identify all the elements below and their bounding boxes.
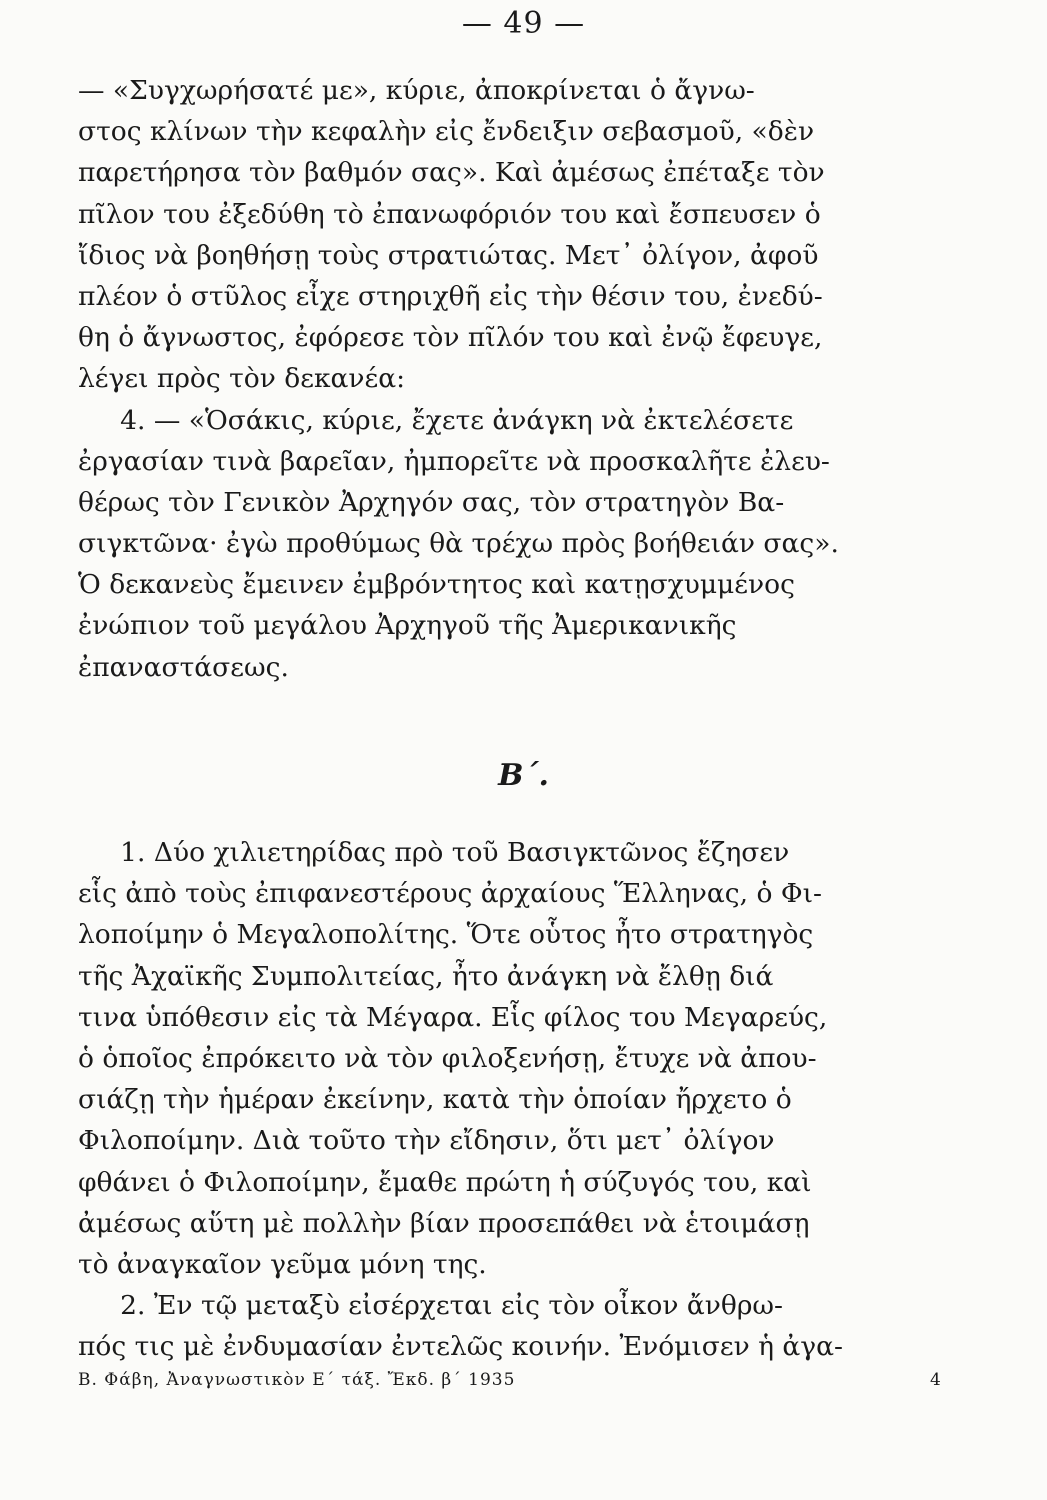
page-number: — 49 —: [461, 6, 586, 41]
text-line: τῆς Ἀχαϊκῆς Συμπολιτείας, ἦτο ἀνάγκη νὰ ἔλθῃ διά: [78, 960, 774, 992]
text-line: ἴδιος νὰ βοηθήσῃ τοὺς στρατιώτας. Μετ᾽ ὀλίγον, ἀφοῦ: [78, 239, 819, 271]
text-line: θη ὁ ἄγνωστος, ἐφόρεσε τὸν πῖλόν του καὶ ἐνῷ ἔφευγε,: [78, 322, 823, 354]
text-line: πός τις μὲ ἐνδυμασίαν ἐντελῶς κοινήν. Ἐνόμισεν ἡ ἀγα-: [78, 1331, 843, 1363]
text-line: σιάζῃ τὴν ἡμέραν ἐκείνην, κατὰ τὴν ὁποίαν ἤρχετο ὁ: [78, 1084, 792, 1116]
text-line: τινα ὑπόθεσιν εἰς τὰ Μέγαρα. Εἷς φίλος του Μεγαρεύς,: [78, 1001, 828, 1033]
text-line: ἀμέσως αὕτη μὲ πολλὴν βίαν προσεπάθει νὰ ἑτοιμάσῃ: [78, 1207, 810, 1239]
text-line: Φιλοποίμην. Διὰ τοῦτο τὴν εἴδησιν, ὅτι μετ᾽ ὀλίγον: [78, 1125, 775, 1157]
text-line: ὁ ὁποῖος ἐπρόκειτο νὰ τὸν φιλοξενήσῃ, ἔτυχε νὰ ἀπου-: [78, 1042, 817, 1074]
text-line: λέγει πρὸς τὸν δεκανέα:: [78, 363, 406, 395]
text-line: εἷς ἀπὸ τοὺς ἐπιφανεστέρους ἀρχαίους Ἕλληνας, ὁ Φι-: [78, 878, 822, 910]
text-line: ἐργασίαν τινὰ βαρεῖαν, ἠμπορεῖτε νὰ προσκαλῆτε ἐλευ-: [78, 445, 830, 477]
text-line: σιγκτῶνα· ἐγὼ προθύμως θὰ τρέχω πρὸς βοήθειάν σας».: [78, 528, 839, 560]
text-line: ἐπαναστάσεως.: [78, 651, 289, 683]
text-line: θέρως τὸν Γενικὸν Ἀρχηγόν σας, τὸν στρατηγὸν Βα-: [78, 486, 785, 518]
footer-credit: Β. Φάβη, Ἀναγνωστικὸν Ε΄ τάξ. Ἔκδ. β΄ 1935: [78, 1370, 516, 1390]
text-line: παρετήρησα τὸν βαθμόν σας». Καὶ ἀμέσως ἐπέταξε τὸν: [78, 157, 825, 189]
text-line: λοποίμην ὁ Μεγαλοπολίτης. Ὅτε οὗτος ἦτο στρατηγὸς: [78, 919, 814, 951]
section-b-text: [78, 832, 950, 1367]
signature-mark: 4: [930, 1370, 941, 1390]
text-line: στος κλίνων τὴν κεφαλὴν εἰς ἔνδειξιν σεβασμοῦ, «δὲν: [78, 116, 815, 148]
section-b-heading: Β΄.: [498, 758, 549, 793]
text-line: 1. Δύο χιλιετηρίδας πρὸ τοῦ Βασιγκτῶνος ἔζησεν: [78, 837, 790, 868]
text-line: ἐνώπιον τοῦ μεγάλου Ἀρχηγοῦ τῆς Ἀμερικανικῆς: [78, 610, 737, 642]
text-line: πῖλον του ἐξεδύθη τὸ ἐπανωφόριόν του καὶ ἔσπευσεν ὁ: [78, 198, 821, 230]
text-line: Ὁ δεκανεὺς ἔμεινεν ἐμβρόντητος καὶ κατῃσχυμμένος: [78, 569, 795, 601]
text-line: πλέον ὁ στῦλος εἶχε στηριχθῆ εἰς τὴν θέσιν του, ἐνεδύ-: [78, 280, 823, 312]
section-a-text: [78, 70, 950, 688]
text-line: 2. Ἐν τῷ μεταξὺ εἰσέρχεται εἰς τὸν οἶκον ἄνθρω-: [78, 1290, 783, 1322]
text-line: φθάνει ὁ Φιλοποίμην, ἔμαθε πρώτη ἡ σύζυγός του, καὶ: [78, 1166, 812, 1198]
text-line: 4. — «Ὁσάκις, κύριε, ἔχετε ἀνάγκη νὰ ἐκτελέσετε: [78, 404, 794, 436]
text-line: τὸ ἀναγκαῖον γεῦμα μόνη της.: [78, 1248, 487, 1280]
text-line: — «Συγχωρήσατέ με», κύριε, ἀποκρίνεται ὁ ἄγνω-: [78, 75, 755, 106]
